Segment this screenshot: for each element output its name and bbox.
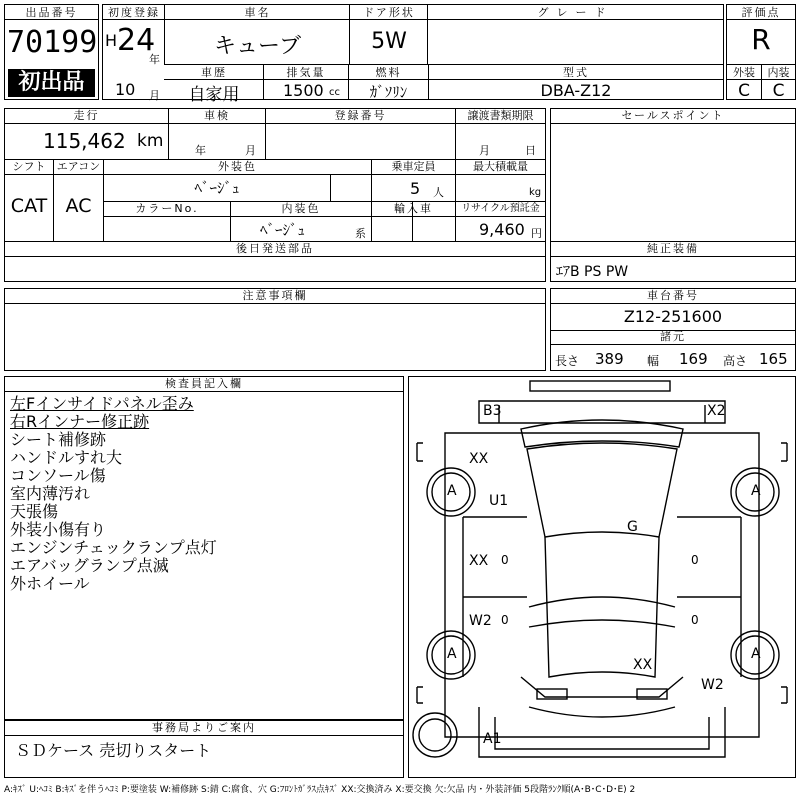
capacity-label: 乗車定員 [391,160,436,173]
model-label: 型式 [563,66,589,79]
door-type: 5W [371,29,407,54]
reg-year: 24 [117,23,156,58]
sales-label: セールスポイント [621,109,725,122]
first-listing-badge: 初出品 [8,69,95,97]
lot-box [4,4,99,100]
mark-b3: B3 [483,403,502,419]
mark-a-front-right: A [751,483,761,499]
equipment-value: ｴｱB PS PW [556,264,629,280]
int-color-suffix: 系 [355,227,366,240]
mark-xx-bottom: XX [633,657,653,673]
inspector-line: シート補修跡 [10,430,107,449]
inspector-box [4,376,404,720]
sales-point-box [550,108,796,282]
era: H [105,31,118,50]
mileage-value: 115,462 [43,129,126,153]
capacity-unit: 人 [433,186,444,199]
inspection-month-unit: 月 [245,144,256,157]
displacement: 1500 [283,81,324,100]
inspector-line: 左Fインサイドパネル歪み [10,394,194,413]
exterior-score: C [738,81,750,101]
car-name: キューブ [214,34,301,59]
transfer-month-unit: 月 [479,144,490,157]
fuel: ｶﾞｿﾘﾝ [369,83,408,101]
capacity-value: 5 [410,179,421,198]
inspection-year-unit: 年 [195,144,206,157]
month-unit: 月 [149,89,160,102]
inspector-line: エアバッグランプ点滅 [10,556,169,575]
mark-x2: X2 [707,403,726,419]
name-label: 車名 [244,6,271,19]
height-value: 165 [759,350,788,368]
chassis-number: Z12-251600 [623,307,723,326]
inspector-line: 外ホイール [10,574,90,593]
lot-number: 70199 [7,25,98,60]
inspection-label: 車検 [204,109,230,122]
interior-score: C [772,81,785,101]
width-label: 幅 [647,354,660,368]
main-header [102,4,724,105]
later-parts-label: 後日発送部品 [236,242,314,255]
mark-zero: 0 [691,613,699,627]
year-unit: 年 [149,53,160,66]
shift-label: シフト [12,160,46,173]
score-label: 評価点 [727,5,795,20]
length-value: 389 [595,350,624,368]
inspector-line: 天張傷 [10,502,59,521]
inspector-line: 右Rインナー修正跡 [10,412,150,431]
mark-g: G [627,519,638,535]
score-value: R [751,23,771,56]
mark-a-rear-left: A [447,646,457,662]
inspector-line: エンジンチェックランプ点灯 [10,538,217,557]
ext-color-value: ﾍﾞｰｼﾞｭ [194,179,240,197]
score-box [726,4,796,100]
history-label: 車歴 [201,66,227,79]
mark-zero: 0 [691,553,699,567]
import-label: 輸入車 [394,202,433,215]
exterior-label: 外装 [733,66,755,79]
model-code: DBA-Z12 [540,81,612,100]
reg-label: 初度登録 [108,6,160,19]
office-message: ＳＤケース 売切りスタート [15,741,212,760]
height-label: 高さ [723,354,748,368]
mark-a-front-left: A [447,483,457,499]
recycle-label: リサイクル預託金 [461,203,540,214]
reg-month: 10 [115,80,136,99]
recycle-unit: 円 [531,227,542,240]
mark-zero: 0 [501,613,509,627]
inspector-line: 室内薄汚れ [10,484,91,503]
car-history: 自家用 [188,85,240,105]
transfer-day-unit: 日 [525,144,536,157]
displacement-unit: cc [329,87,340,98]
damage-diagram [408,376,796,778]
lot-label: 出品番号 [5,5,98,20]
inspector-line: 外装小傷有り [10,520,107,539]
inspector-line: ハンドルすれ大 [10,448,123,467]
mileage-label: 走行 [73,109,100,122]
aircon-value: AC [65,195,92,217]
displacement-label: 排気量 [286,66,326,79]
fuel-label: 燃料 [375,66,402,79]
mark-w2-right: W2 [701,677,724,693]
mark-a1: A1 [483,731,502,747]
inspector-line: コンソール傷 [10,466,106,485]
door-label: ドア形状 [363,6,415,19]
max-load-label: 最大積載量 [473,160,528,173]
chassis-box [550,288,796,371]
legend-footer: A:ｷｽﾞ U:ﾍｺﾐ B:ｷｽﾞを伴うﾍｺﾐ P:要塗装 W:補修跡 S:錆 C:腐食、穴 G:ﾌﾛﾝﾄｶﾞﾗｽ点ｷｽﾞ XX:交換済み X:要交換 欠:欠品 内・外装評価 5段階ﾗﾝｸ順(A･B･C･D･E) 2 [4,785,636,795]
aircon-label: エアコン [56,160,101,173]
dims-label: 諸元 [660,330,686,343]
grade-label: グレード [537,6,614,19]
mark-xx-top: XX [469,451,489,467]
inspector-lines [10,395,217,593]
mileage-unit: km [137,131,164,151]
mark-zero: 0 [501,553,509,567]
mark-w2-left: W2 [469,613,492,629]
notes-box [4,288,546,371]
recycle-value: 9,460 [479,220,525,239]
inspector-title: 検査員記入欄 [165,377,243,390]
mark-u1: U1 [489,493,509,509]
details-box [4,108,546,282]
max-load-unit: kg [529,187,542,198]
mark-a-rear-right: A [751,646,761,662]
length-label: 長さ [555,354,580,368]
int-color-value: ﾍﾞｰｼﾞｭ [260,221,306,239]
plate-label: 登録番号 [334,109,387,122]
equipment-label: 純正装備 [647,242,699,255]
mark-xx-mid: XX [469,553,489,569]
width-value: 169 [679,350,708,368]
interior-label: 内装 [767,66,790,79]
int-color-label: 内装色 [281,202,321,215]
color-no-label: カラーNo. [135,202,199,215]
shift-value: CAT [10,195,48,217]
transfer-label: 譲渡書類期限 [467,109,534,122]
office-box [4,720,404,778]
notes-label: 注意事項欄 [242,289,308,302]
office-title: 事務局よりご案内 [152,721,256,734]
car-outline [409,377,795,777]
ext-color-label: 外装色 [218,160,257,173]
chassis-label: 車台番号 [647,289,699,302]
